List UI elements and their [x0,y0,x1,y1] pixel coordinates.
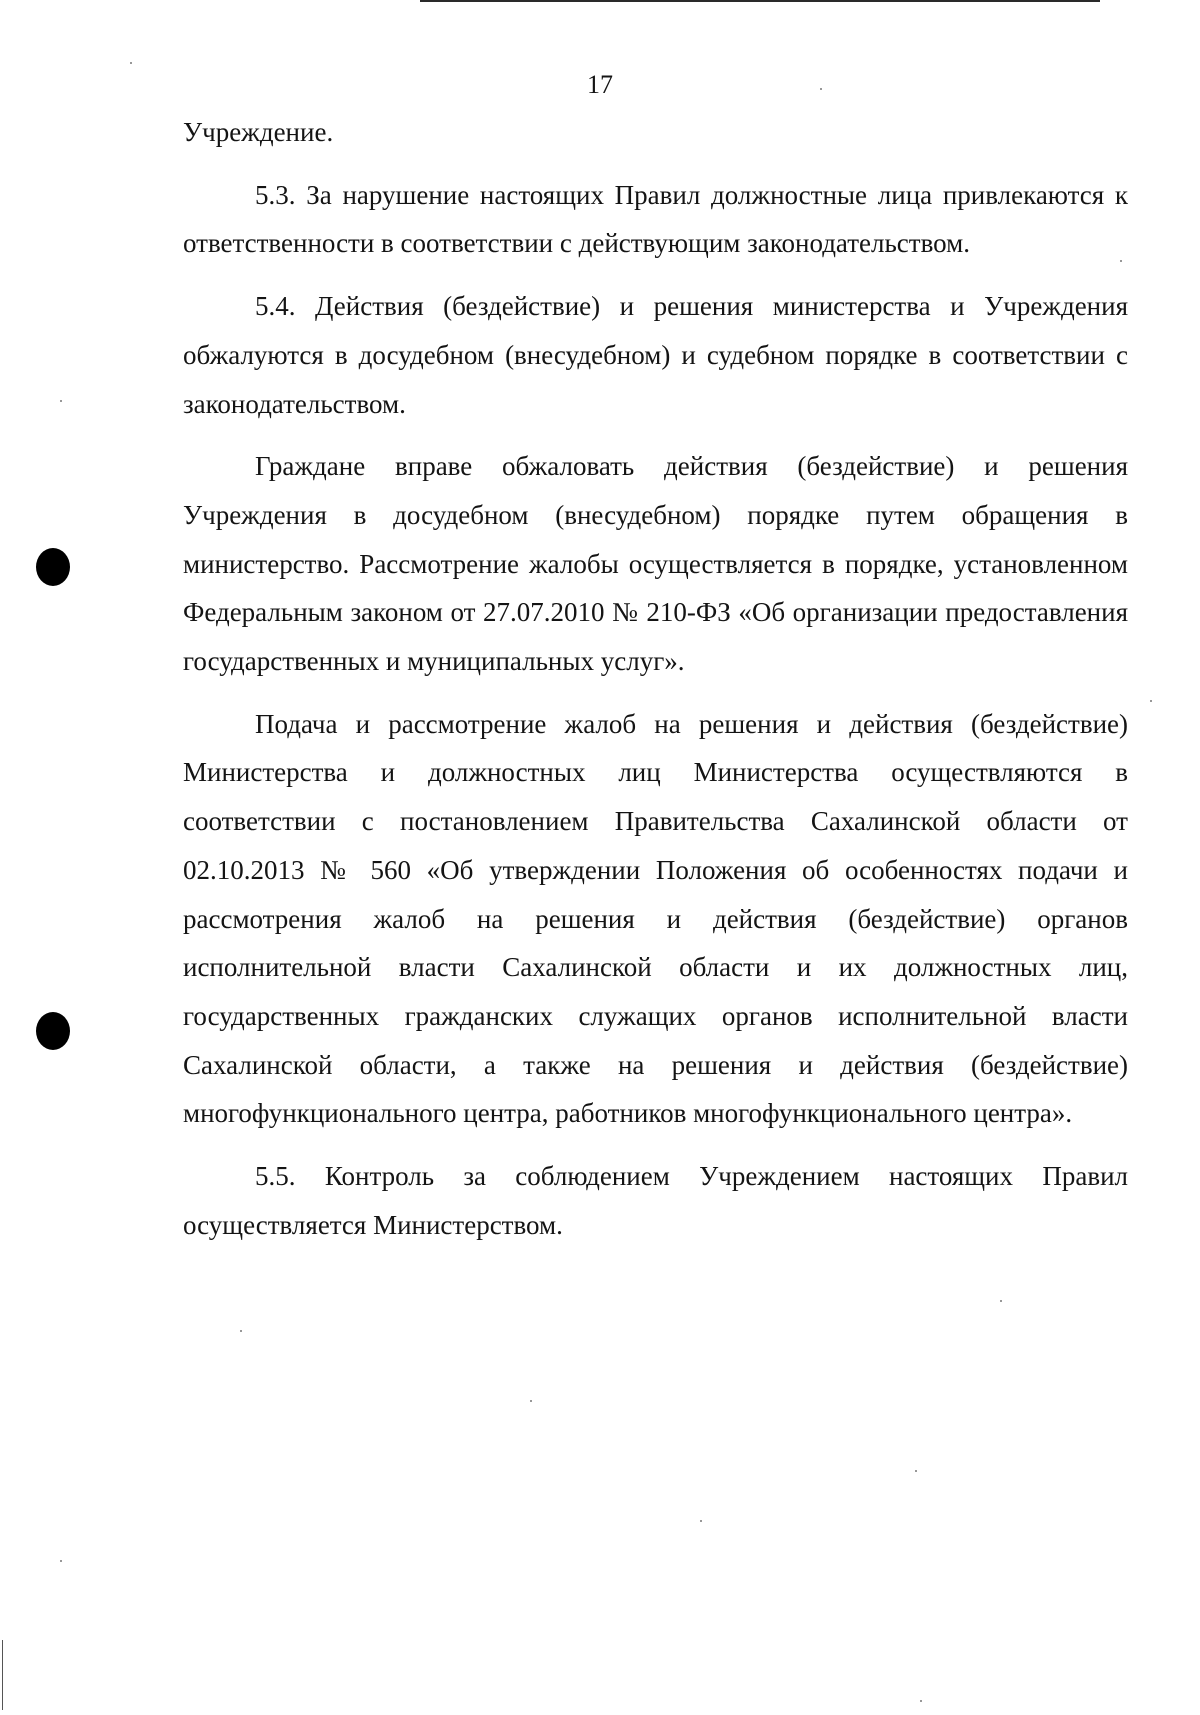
scan-speck [915,1470,917,1472]
document-body [183,108,1128,1263]
scan-speck [700,1520,702,1522]
scan-speck [130,62,132,64]
paragraph-continuation: Учреждение. [183,117,334,147]
scan-speck [1150,700,1152,702]
scan-speck [60,1560,62,1562]
scan-speck [60,400,62,402]
scan-speck [1000,1300,1002,1302]
page-number: 17 [587,70,613,99]
scan-edge-left [2,1640,3,1710]
paragraph-citizens-appeal: Граждане вправе обжаловать действия (бездействие) и решения Учреждения в досудебном (внесудебном) порядке путем обращения в министерство. Рассмотрение жалобы осуществляется в порядке, установленном Федеральным законом от 27.07.2010 № 210-ФЗ «Об организации предоставления государственных и муниципальных услуг». [183,451,1128,677]
paragraph-complaints-procedure: Подача и рассмотрение жалоб на решения и действия (бездействие) Министерства и должностных лиц Министерства осуществляются в соответствии с постановлением Правительства Сахалинской области от 02.10.2013 № 560 «Об утверждении Положения об особенностях подачи и рассмотрения жалоб на решения и действия (бездействие) органов исполнительной власти Сахалинской области и их должностных лиц, государственных гражданских служащих органов исполнительной власти Сахалинской области, а также на решения и действия (бездействие) многофункционального центра, работников многофункционального центра». [183,708,1128,1129]
scan-speck [920,1700,922,1702]
scan-speck [1120,260,1122,262]
scan-speck [820,88,822,90]
paragraph-5-3: 5.3. За нарушение настоящих Правил должностные лица привлекаются к ответственности в соответствии с действующим законодательством. [183,179,1128,259]
punch-hole-upper [36,548,70,586]
paragraph-5-4: 5.4. Действия (бездействие) и решения министерства и Учреждения обжалуются в досудебном (внесудебном) и судебном порядке в соответствии с законодательством. [183,291,1128,419]
scan-edge-top [420,0,1100,2]
scan-speck [240,1330,242,1332]
paragraph-5-5: 5.5. Контроль за соблюдением Учреждением настоящих Правил осуществляется Министерством. [183,1161,1128,1240]
scan-speck [530,1400,532,1402]
punch-hole-lower [36,1012,70,1050]
